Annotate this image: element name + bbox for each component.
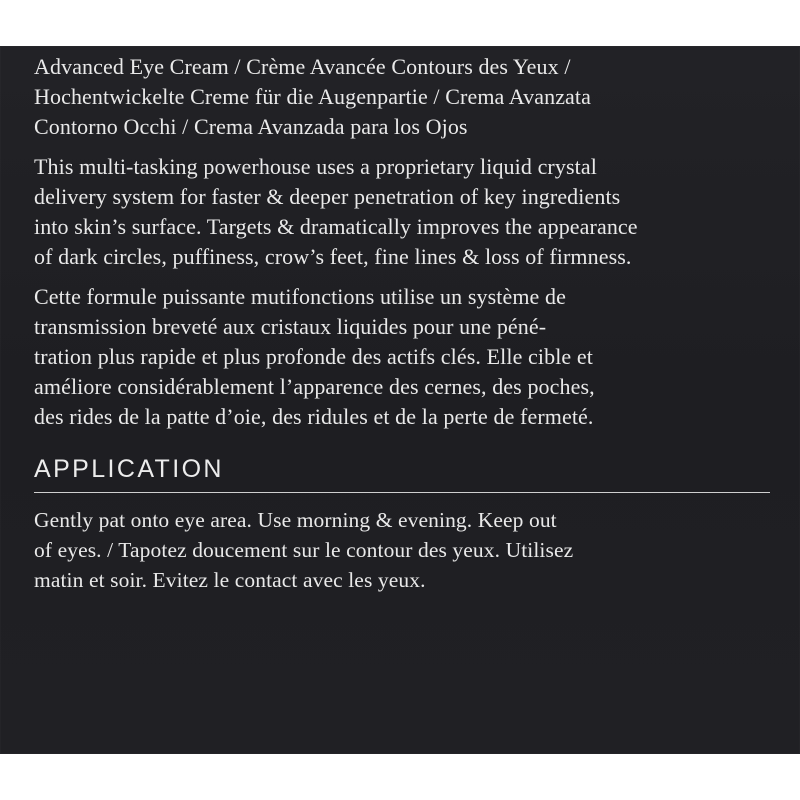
description-line: Cette formule puissante mutifonctions utilise un système de: [34, 284, 566, 309]
description-line: This multi-tasking powerhouse uses a proprietary liquid crystal: [34, 154, 597, 179]
section-divider: [34, 492, 770, 493]
instruction-line: Gently pat onto eye area. Use morning & evening. Keep out: [34, 508, 557, 532]
title-line: Advanced Eye Cream / Crème Avancée Contours des Yeux /: [34, 54, 571, 79]
description-french: [34, 282, 754, 432]
application-heading: APPLICATION: [34, 455, 224, 483]
description-line: into skin’s surface. Targets & dramatically improves the appearance: [34, 214, 638, 239]
instruction-line: matin et soir. Evitez le contact avec les yeux.: [34, 568, 426, 592]
description-line: tration plus rapide et plus profonde des actifs clés. Elle cible et: [34, 344, 593, 369]
description-line: améliore considérablement l’apparence des cernes, des poches,: [34, 374, 595, 399]
description-line: delivery system for faster & deeper penetration of key ingredients: [34, 184, 621, 209]
application-instructions: [34, 505, 754, 595]
instruction-line: of eyes. / Tapotez doucement sur le contour des yeux. Utilisez: [34, 538, 574, 562]
description-line: des rides de la patte d’oie, des ridules et de la perte de fermeté.: [34, 404, 594, 429]
product-title-multilingual: [34, 52, 754, 142]
title-line: Hochentwickelte Creme für die Augenpartie / Crema Avanzata: [34, 84, 592, 109]
description-line: of dark circles, puffiness, crow’s feet, fine lines & loss of firmness.: [34, 244, 632, 269]
title-line: Contorno Occhi / Crema Avanzada para los Ojos: [34, 114, 468, 139]
description-english: [34, 152, 754, 272]
description-line: transmission breveté aux cristaux liquides pour une péné-: [34, 314, 547, 339]
label-text-content: [34, 52, 754, 595]
